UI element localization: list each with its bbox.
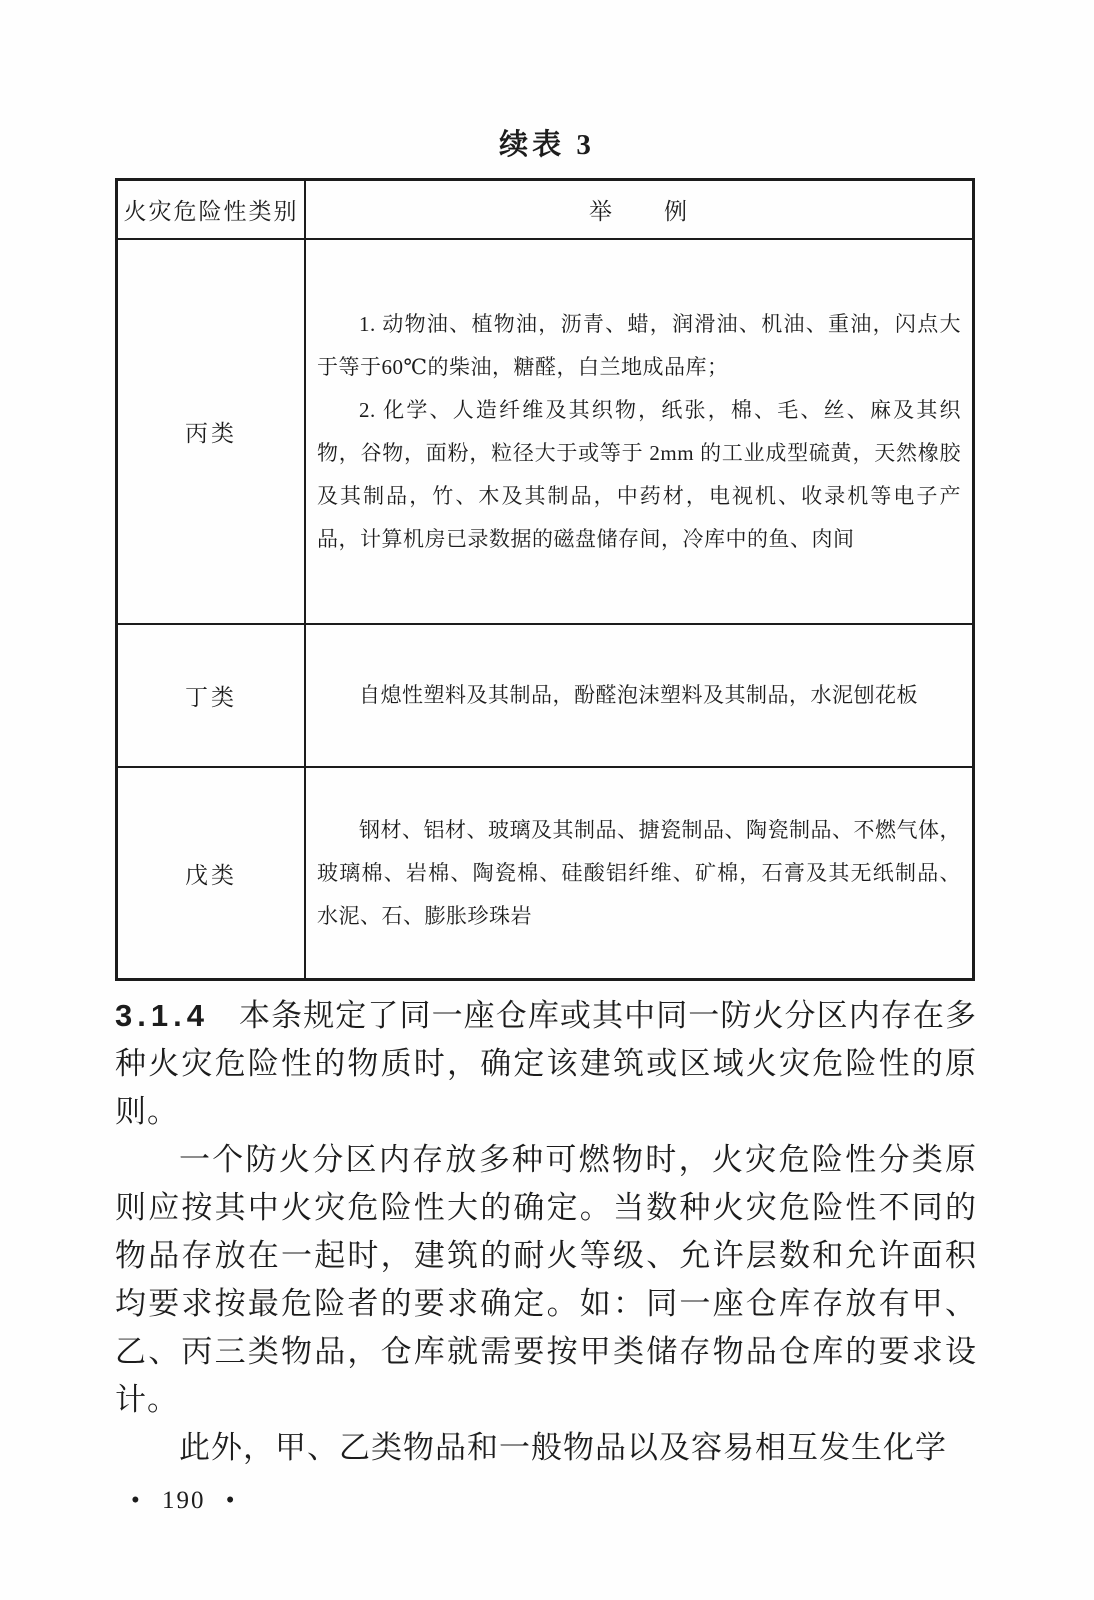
table-row-class-wu: [118, 766, 972, 978]
category-cell-ding: 丁类: [118, 625, 306, 766]
commentary-paragraph-2: 此外，甲、乙类物品和一般物品以及容易相互发生化学: [179, 1430, 947, 1465]
examples-cell-bing: [306, 240, 972, 623]
example-paragraph-2: 2. 化学、人造纤维及其织物，纸张，棉、毛、丝、麻及其织物，谷物，面粉，粒径大于或等于 2mm 的工业成型硫黄，天然橡胶及其制品，竹、木及其制品，中药材，电视机、收录机等电子产品，计算机房已录数据的磁盘储存间，冷库中的鱼、肉间: [317, 397, 961, 551]
clause-3-1-4: [115, 992, 977, 1136]
clause-text: 本条规定了同一座仓库或其中同一防火分区内存在多种火灾危险性的物质时，确定该建筑或区域火灾危险性的原则。: [115, 998, 977, 1129]
table-header-category: 火灾危险性类别: [118, 181, 306, 238]
example-paragraph-1: 1. 动物油、植物油，沥青、蜡，润滑油、机油、重油，闪点大于等于60℃的柴油，糖醛，白兰地成品库；: [317, 311, 961, 379]
table-row-class-bing: [118, 238, 972, 623]
category-cell-wu: 戊类: [118, 768, 306, 978]
fire-hazard-table: [115, 178, 975, 981]
page-number: • 190 •: [131, 1487, 237, 1514]
category-cell-bing: 丙类: [118, 240, 306, 623]
table-header-row: [118, 181, 972, 238]
table-header-examples: 举 例: [589, 199, 689, 224]
examples-cell-wu: [306, 768, 972, 978]
table-continuation-title: 续表 3: [499, 129, 595, 161]
commentary-paragraph-1: 一个防火分区内存放多种可燃物时，火灾危险性分类原则应按其中火灾危险性大的确定。当数种火灾危险性不同的物品存放在一起时，建筑的耐火等级、允许层数和允许面积均要求按最危险者的要求确定。如：同一座仓库存放有甲、乙、丙三类物品，仓库就需要按甲类储存物品仓库的要求设计。: [115, 1142, 977, 1417]
clause-number: 3.1.4: [115, 998, 209, 1033]
example-paragraph: 钢材、铝材、玻璃及其制品、搪瓷制品、陶瓷制品、不燃气体，玻璃棉、岩棉、陶瓷棉、硅酸铝纤维、矿棉，石膏及其无纸制品、水泥、石、膨胀珍珠岩: [317, 817, 961, 928]
commentary-section: [115, 992, 977, 1472]
table-row-class-ding: [118, 623, 972, 766]
example-paragraph: 自熄性塑料及其制品，酚醛泡沫塑料及其制品，水泥刨花板: [359, 683, 918, 707]
examples-cell-ding: [306, 625, 972, 766]
